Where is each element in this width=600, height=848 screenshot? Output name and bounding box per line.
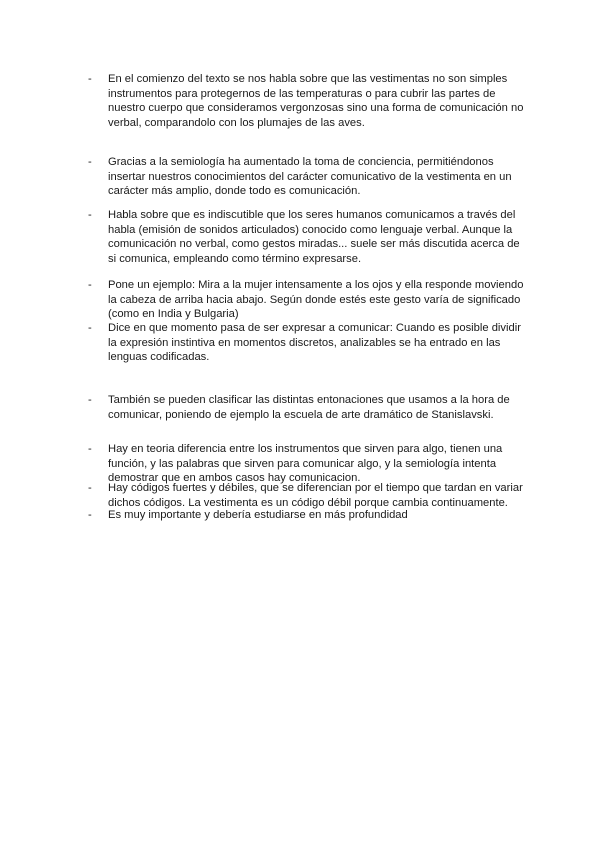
list-item-text: También se pueden clasificar las distintas entonaciones que usamos a la hora de comunicar, poniendo de ejemplo la escuela de arte dramático de Stanislavski. bbox=[108, 394, 510, 421]
bullet-dash: - bbox=[88, 209, 92, 221]
list-item bbox=[88, 321, 528, 365]
bullet-dash: - bbox=[88, 73, 92, 85]
list-item-text: Es muy importante y debería estudiarse en más profundidad bbox=[108, 509, 408, 521]
list-item-text: Hay códigos fuertes y débiles, que se diferencian por el tiempo que tardan en variar dichos códigos. La vestimenta es un código débil porque cambia continuamente. bbox=[108, 482, 523, 509]
list-item bbox=[88, 393, 528, 422]
list-item-text: Pone un ejemplo: Mira a la mujer intensamente a los ojos y ella responde moviendo la cabeza de arriba hacia abajo. Según donde estés este gesto varía de significado (como en India y Bulgaria) bbox=[108, 279, 524, 321]
list-item bbox=[88, 72, 528, 130]
list-item bbox=[88, 442, 528, 486]
list-item-text: Gracias a la semiología ha aumentado la toma de conciencia, permitiéndonos insertar nuestros conocimientos del carácter comunicativo de la vestimenta en un carácter más amplio, donde todo es comunicación. bbox=[108, 156, 512, 198]
bullet-dash: - bbox=[88, 443, 92, 455]
list-item-text: Hay en teoria diferencia entre los instrumentos que sirven para algo, tienen una función, y las palabras que sirven para comunicar algo, y la semiología intenta demostrar que en ambos casos hay comunicacion. bbox=[108, 443, 503, 485]
list-item bbox=[88, 155, 528, 199]
list-item-text: En el comienzo del texto se nos habla sobre que las vestimentas no son simples instrumentos para protegernos de las temperaturas o para cubrir las partes de nuestro cuerpo que consideramos vergonzosas sino una forma de comunicación no verbal, comparandolo con los plumajes de las aves. bbox=[108, 73, 524, 129]
list-item bbox=[88, 508, 528, 523]
bullet-dash: - bbox=[88, 482, 92, 494]
bullet-dash: - bbox=[88, 279, 92, 291]
list-item bbox=[88, 278, 528, 322]
bullet-dash: - bbox=[88, 394, 92, 406]
bullet-dash: - bbox=[88, 322, 92, 334]
bullet-dash: - bbox=[88, 156, 92, 168]
bullet-dash: - bbox=[88, 509, 92, 521]
list-item bbox=[88, 208, 528, 266]
list-item bbox=[88, 481, 528, 510]
list-item-text: Dice en que momento pasa de ser expresar a comunicar: Cuando es posible dividir la expresión instintiva en momentos discretos, analizables se ha entrado en las lenguas codificadas. bbox=[108, 322, 521, 364]
list-item-text: Habla sobre que es indiscutible que los seres humanos comunicamos a través del habla (emisión de sonidos articulados) conocido como lenguaje verbal. Aunque la comunicación no verbal, como gestos miradas... suele ser más discutida acerca de si comunica, empleando como término expresarse. bbox=[108, 209, 520, 265]
